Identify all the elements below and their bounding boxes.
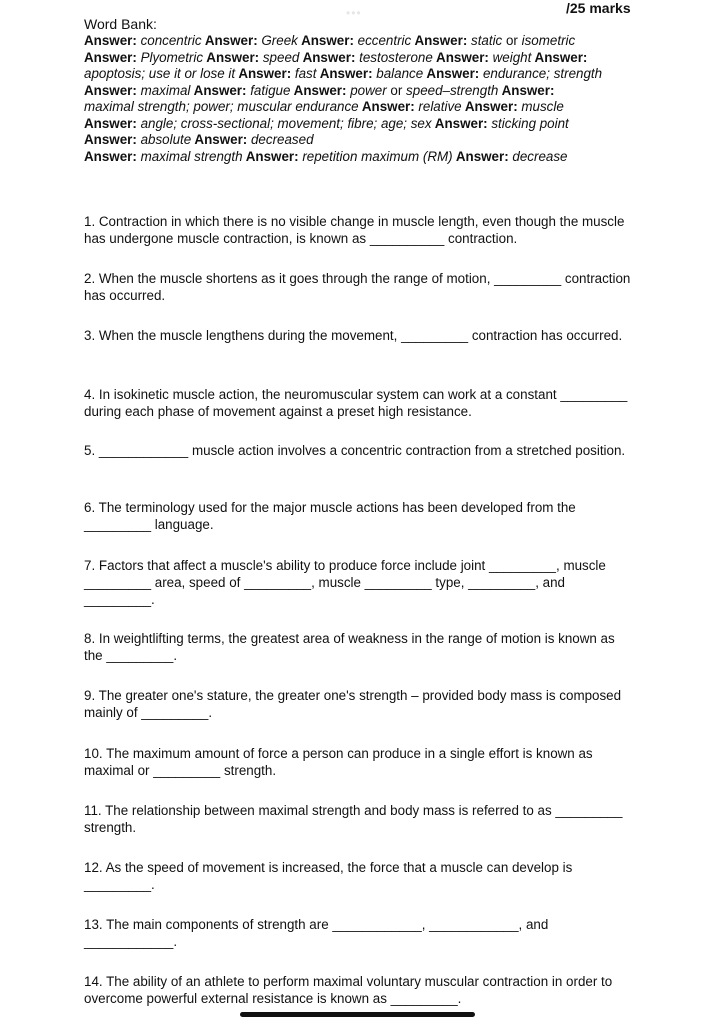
connector-text: or — [386, 82, 407, 98]
answer-term: maximal strength — [140, 148, 243, 164]
answer-label: Answer: — [290, 82, 351, 98]
question-8: 8. In weightlifting terms, the greatest area of weakness in the range of motion is known as the _________. — [84, 631, 615, 663]
question-6: 6. The terminology used for the major muscle actions has been developed from the _________ language. — [84, 500, 576, 532]
answer-label: Answer: — [84, 148, 141, 164]
word-bank-line — [84, 83, 644, 100]
word-bank-line — [84, 132, 644, 149]
answer-label: Answer: — [461, 99, 522, 114]
answer-label: Answer: — [191, 132, 251, 147]
answer-term: fast — [294, 66, 317, 81]
word-bank-line — [84, 50, 644, 67]
answer-term: eccentric — [357, 33, 412, 48]
question-12: 12. As the speed of movement is increased, the force that a muscle can develop is _________. — [84, 860, 573, 892]
word-bank-line — [84, 116, 644, 133]
answer-label: Answer: — [84, 115, 141, 131]
answer-label: Answer: — [84, 82, 141, 98]
question-4: 4. In isokinetic muscle action, the neuromuscular system can work at a constant _________ during each phase of movement against a preset high resistance. — [84, 387, 628, 419]
word-bank-line — [84, 33, 644, 50]
word-bank-line — [84, 99, 644, 116]
answer-term: absolute — [140, 132, 192, 147]
answer-term: Plyometric — [140, 49, 204, 65]
answer-label: Answer: — [84, 49, 141, 65]
answer-term: maximal strength; power; muscular endurance — [84, 99, 359, 114]
answer-term: static — [471, 33, 503, 48]
answer-term: repetition maximum (RM) — [302, 148, 453, 164]
answer-label: Answer: — [201, 33, 262, 48]
answer-label: Answer: — [316, 66, 377, 81]
answer-term: endurance; strength — [482, 66, 603, 81]
word-bank-line — [84, 149, 644, 166]
home-indicator[interactable] — [240, 1012, 475, 1017]
answer-label: Answer: — [431, 115, 492, 131]
word-bank-line — [84, 66, 644, 83]
question-3: 3. When the muscle lengthens during the movement, _________ contraction has occurred. — [84, 328, 623, 343]
answer-term: testosterone — [359, 49, 433, 65]
top-dots: ••• — [346, 6, 362, 20]
answer-label: Answer: — [84, 33, 141, 48]
answer-term: balance — [376, 66, 424, 81]
question-10: 10. The maximum amount of force a person can produce in a single effort is known as maximal or _________ strength. — [84, 746, 593, 778]
answer-term: weight — [492, 49, 532, 65]
answer-label: Answer: — [299, 49, 360, 65]
answer-term: maximal — [140, 82, 191, 98]
marks-total: /25 marks — [566, 0, 631, 16]
answer-label: Answer: — [452, 148, 513, 164]
answer-term: Greek — [261, 33, 298, 48]
question-2: 2. When the muscle shortens as it goes through the range of motion, _________ contraction has occurred. — [84, 271, 631, 303]
word-bank-title: Word Bank: — [84, 16, 157, 32]
answer-term: decreased — [250, 132, 314, 147]
connector-text: or — [502, 33, 522, 48]
question-7: 7. Factors that affect a muscle's ability to produce force include joint _________, muscle _________ area, speed of _________, muscle _________ type, _________, and _________. — [84, 558, 606, 607]
answer-label: Answer: — [531, 49, 588, 65]
answer-term: angle; cross-sectional; movement; fibre; age; sex — [140, 115, 432, 131]
answer-label: Answer: — [190, 82, 251, 98]
question-11: 11. The relationship between maximal strength and body mass is referred to as _________ strength. — [84, 803, 623, 835]
question-13: 13. The main components of strength are ____________, ____________, and ____________. — [84, 917, 549, 949]
answer-term: isometric — [521, 33, 576, 48]
question-14: 14. The ability of an athlete to perform maximal voluntary muscular contraction in order to overcome powerful external resistance is known as _________. — [84, 974, 613, 1006]
answer-term: concentric — [140, 33, 202, 48]
answer-term: apoptosis; use it or lose it — [84, 66, 236, 81]
answer-label: Answer: — [432, 49, 493, 65]
answer-label: Answer: — [84, 132, 141, 147]
answer-label: Answer: — [297, 33, 358, 48]
question-9: 9. The greater one's stature, the greater one's strength – provided body mass is composed mainly of _________. — [84, 688, 622, 720]
answer-term: speed–strength — [406, 82, 499, 98]
answer-label: Answer: — [242, 148, 303, 164]
question-1: 1. Contraction in which there is no visible change in muscle length, even though the muscle has undergone muscle contraction, is known as __________ contraction. — [84, 214, 625, 246]
answer-term: sticking point — [491, 115, 569, 131]
answer-label: Answer: — [203, 49, 263, 65]
answer-label: Answer: — [498, 82, 555, 98]
answer-label: Answer: — [358, 99, 419, 114]
answer-term: decrease — [512, 148, 568, 164]
answer-term: relative — [418, 99, 462, 114]
answer-label: Answer: — [235, 66, 295, 81]
answer-term: fatigue — [250, 82, 291, 98]
answer-term: speed — [262, 49, 300, 65]
word-bank — [84, 33, 644, 165]
answer-term: power — [350, 82, 387, 98]
answer-label: Answer: — [423, 66, 483, 81]
answer-label: Answer: — [411, 33, 471, 48]
answer-term: muscle — [521, 99, 564, 114]
question-5: 5. ____________ muscle action involves a concentric contraction from a stretched position. — [84, 443, 626, 458]
